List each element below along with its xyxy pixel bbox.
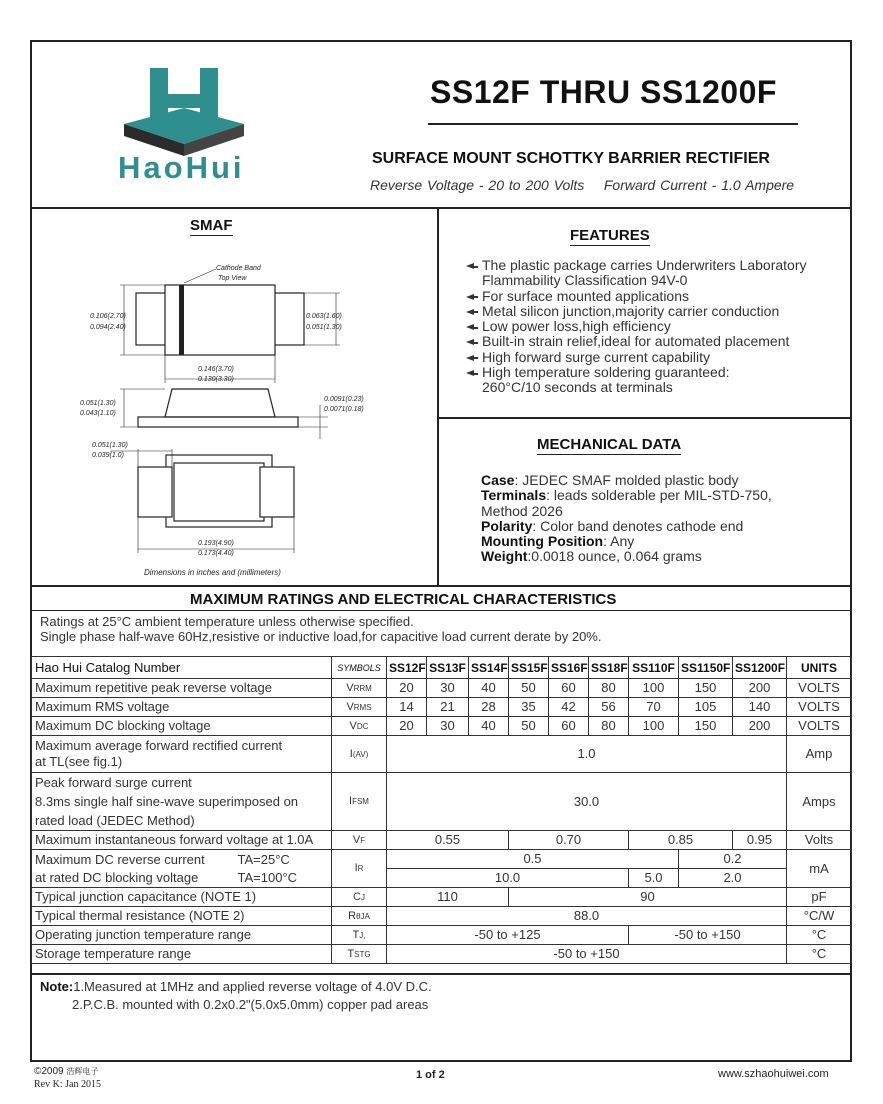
header-divider: [31, 207, 851, 209]
cell: 2.0: [679, 869, 787, 888]
cell: 0.70: [509, 831, 629, 850]
cell: 30.0: [387, 773, 787, 831]
row-unit: Amps: [787, 773, 852, 831]
cell: 80: [589, 679, 629, 698]
part-header: SS14F: [469, 657, 509, 679]
row-desc: Maximum instantaneous forward voltage at 1.0A: [32, 831, 332, 850]
dim-total-min: 0.173(4.40): [198, 550, 234, 557]
row-symbol: VRRM: [332, 679, 387, 698]
terminals-value: : leads solderable per MIL-STD-750,: [546, 487, 772, 504]
row-symbol: TSTG: [332, 945, 387, 964]
cell: 88.0: [387, 907, 787, 926]
case-value: : JEDEC SMAF molded plastic body: [514, 472, 739, 488]
weight-value: :0.0018 ounce, 0.064 grams: [527, 548, 702, 565]
part-header: SS16F: [549, 657, 589, 679]
haohui-logo-icon: [118, 64, 250, 160]
row-unit: VOLTS: [787, 717, 852, 736]
cell: 5.0: [629, 869, 679, 888]
cell: 60: [549, 679, 589, 698]
part-header: SS110F: [629, 657, 679, 679]
reverse-voltage-text: Reverse Voltage - 20 to 200 Volts: [370, 177, 585, 193]
cell: 60: [549, 717, 589, 736]
ratings-note-1: Ratings at 25°C ambient temperature unless otherwise specified.: [40, 614, 414, 629]
cell: 50: [509, 679, 549, 698]
logo-text: HaoHui: [118, 150, 245, 185]
cell: -50 to +150: [387, 945, 787, 964]
characteristics-table: [31, 656, 852, 964]
row-symbol: VF: [332, 831, 387, 850]
feature-item-cont: 260°C/10 seconds at terminals: [482, 379, 673, 396]
copyright: ©2009 浩辉电子: [34, 1066, 99, 1077]
cell: 0.55: [387, 831, 509, 850]
row-desc: Maximum RMS voltage: [32, 698, 332, 717]
cell: 200: [733, 679, 787, 698]
cell: 28: [469, 698, 509, 717]
feature-item: Metal silicon junction,majority carrier conduction: [466, 304, 806, 319]
cell: 1.0: [387, 736, 787, 773]
package-drawing: [80, 255, 380, 585]
cell: 30: [427, 679, 469, 698]
row-unit: pF: [787, 888, 852, 907]
notes-divider: [31, 973, 851, 975]
row-desc: Peak forward surge current 8.3ms single half sine-wave superimposed on rated load (JEDEC Method): [32, 773, 332, 831]
cell: 42: [549, 698, 589, 717]
notes: [40, 978, 432, 1014]
cathode-band-label: Cathode Band: [216, 265, 261, 272]
row-symbol: VRMS: [332, 698, 387, 717]
part-header: SS12F: [387, 657, 427, 679]
row-unit: °C: [787, 945, 852, 964]
cell: 14: [387, 698, 427, 717]
row-unit: Amp: [787, 736, 852, 773]
cell: 56: [589, 698, 629, 717]
row-symbol: VDC: [332, 717, 387, 736]
dim-lead-min: 0.051(1.30): [306, 324, 342, 331]
row-desc: Maximum DC blocking voltage: [32, 717, 332, 736]
features-divider: [438, 417, 851, 419]
feature-item: For surface mounted applications: [466, 289, 806, 304]
dim-pad-min: 0.039(1.0): [92, 452, 124, 459]
ratings-divider: [31, 585, 851, 587]
table-row: [32, 717, 852, 736]
cell: 40: [469, 679, 509, 698]
dim-side-min: 0.043(1.10): [80, 410, 116, 417]
column-divider: [437, 208, 439, 585]
table-row: [32, 698, 852, 717]
row-unit: mA: [787, 850, 852, 888]
dimension-unit-note: Dimensions in inches and (millimeters): [144, 568, 281, 577]
part-header: SS13F: [427, 657, 469, 679]
ratings-head-divider: [31, 610, 851, 611]
mechanical-data: [481, 473, 772, 565]
notes-label: Note:: [40, 979, 74, 994]
table-row-vf: [32, 831, 852, 850]
product-subtitle: SURFACE MOUNT SCHOTTKY BARRIER RECTIFIER: [372, 150, 770, 167]
cell: 150: [679, 717, 733, 736]
row-symbol: IFSM: [332, 773, 387, 831]
part-header: SS1200F: [733, 657, 787, 679]
feature-item: The plastic package carries Underwriters Laboratory: [466, 258, 806, 273]
ratings-note-2: Single phase half-wave 60Hz,resistive or inductive load,for capacitive load current derate by 20%.: [40, 629, 602, 644]
mounting-label: Mounting Position: [481, 533, 604, 550]
row-desc: Operating junction temperature range: [32, 926, 332, 945]
cell: 90: [509, 888, 787, 907]
table-row-ir: [32, 850, 852, 869]
rating-summary: [370, 177, 794, 193]
row-symbol: IR: [332, 850, 387, 888]
row-symbol: CJ: [332, 888, 387, 907]
cell: 0.95: [733, 831, 787, 850]
dim-side-max: 0.051(1.30): [80, 400, 116, 407]
feature-item: Built-in strain relief,ideal for automated placement: [466, 334, 806, 349]
cell: 0.85: [629, 831, 733, 850]
features-list: [466, 258, 806, 396]
table-row-rth: [32, 907, 852, 926]
part-header: SS1150F: [679, 657, 733, 679]
cell: 0.5: [387, 850, 679, 869]
dim-thk-min: 0.0071(0.18): [324, 406, 364, 413]
website-link[interactable]: www.szhaohuiwei.com: [718, 1068, 829, 1080]
row-unit: VOLTS: [787, 679, 852, 698]
cell: 80: [589, 717, 629, 736]
cell: -50 to +150: [629, 926, 787, 945]
cell: 21: [427, 698, 469, 717]
row-desc: Typical junction capacitance (NOTE 1): [32, 888, 332, 907]
row-unit: °C: [787, 926, 852, 945]
terminals-value-2: Method 2026: [481, 502, 563, 519]
cell: 30: [427, 717, 469, 736]
package-name: SMAF: [190, 217, 233, 234]
part-header: SS15F: [509, 657, 549, 679]
table-row-tj: [32, 926, 852, 945]
mounting-value: : Any: [603, 533, 635, 550]
table-header-row: [32, 657, 852, 679]
part-header: SS18F: [589, 657, 629, 679]
row-desc: Maximum average forward rectified current at TL(see fig.1): [32, 736, 332, 773]
package-heading: [190, 217, 233, 234]
feature-item-cont: Flammability Classification 94V-0: [482, 272, 688, 289]
row-desc: Maximum DC reverse current TA=25°C at rated DC blocking voltage TA=100°C: [32, 850, 332, 888]
cell: -50 to +125: [387, 926, 629, 945]
page-number: 1 of 2: [416, 1069, 445, 1081]
row-unit: °C/W: [787, 907, 852, 926]
feature-item: High forward surge current capability: [466, 350, 806, 365]
table-row: [32, 679, 852, 698]
mechanical-heading: MECHANICAL DATA: [537, 436, 682, 453]
cell: 70: [629, 698, 679, 717]
cell: 35: [509, 698, 549, 717]
dim-body-max: 0.146(3.70): [198, 366, 234, 373]
title-underline: [428, 123, 798, 125]
cell: 100: [629, 717, 679, 736]
feature-item: High temperature soldering guaranteed:: [466, 365, 806, 380]
cell: 150: [679, 679, 733, 698]
weight-label: Weight: [481, 548, 528, 565]
dim-body-min: 0.130(3.30): [198, 376, 234, 383]
row-symbol: TJ,: [332, 926, 387, 945]
page-title: SS12F THRU SS1200F: [430, 74, 777, 110]
cell: 10.0: [387, 869, 629, 888]
features-heading: FEATURES: [570, 227, 650, 244]
dim-pad-max: 0.051(1.30): [92, 442, 128, 449]
row-desc: Storage temperature range: [32, 945, 332, 964]
cell: 110: [387, 888, 509, 907]
row-symbol: RθJA: [332, 907, 387, 926]
cell: 0.2: [679, 850, 787, 869]
table-row-cj: [32, 888, 852, 907]
row-symbol: I(AV): [332, 736, 387, 773]
cell: 200: [733, 717, 787, 736]
table-row-avg-forward: [32, 736, 852, 773]
table-row-surge: [32, 773, 852, 831]
dim-lead-max: 0.063(1.60): [306, 313, 342, 320]
row-desc: Typical thermal resistance (NOTE 2): [32, 907, 332, 926]
row-unit: Volts: [787, 831, 852, 850]
catalog-label: Hao Hui Catalog Number: [32, 657, 332, 679]
cell: 140: [733, 698, 787, 717]
polarity-value: : Color band denotes cathode end: [532, 517, 744, 534]
ratings-heading: MAXIMUM RATINGS AND ELECTRICAL CHARACTERISTICS: [190, 591, 617, 608]
note-1: 1.Measured at 1MHz and applied reverse voltage of 4.0V D.C.: [73, 979, 432, 994]
cell: 100: [629, 679, 679, 698]
cell: 40: [469, 717, 509, 736]
revision: Rev K: Jan 2015: [34, 1079, 101, 1090]
cell: 50: [509, 717, 549, 736]
note-2: 2.P.C.B. mounted with 0.2x0.2"(5.0x5.0mm) copper pad areas: [72, 997, 429, 1012]
symbols-label: SYMBOLS: [332, 657, 387, 679]
dim-total-max: 0.193(4.90): [198, 540, 234, 547]
polarity-label: Polarity: [481, 517, 533, 534]
case-label: Case: [481, 472, 515, 488]
row-desc: Maximum repetitive peak reverse voltage: [32, 679, 332, 698]
units-header: UNITS: [787, 657, 852, 679]
cell: 20: [387, 679, 427, 698]
cell: 20: [387, 717, 427, 736]
dim-thk-max: 0.0091(0.23): [324, 396, 364, 403]
dim-h-max: 0.106(2.70): [90, 313, 126, 320]
terminals-label: Terminals: [481, 487, 547, 504]
dim-h-min: 0.094(2.40): [90, 324, 126, 331]
top-view-label: Top View: [218, 275, 247, 282]
forward-current-text: Forward Current - 1.0 Ampere: [603, 177, 795, 193]
table-row-tstg: [32, 945, 852, 964]
feature-item: Low power loss,high efficiency: [466, 319, 806, 334]
row-unit: VOLTS: [787, 698, 852, 717]
cell: 105: [679, 698, 733, 717]
